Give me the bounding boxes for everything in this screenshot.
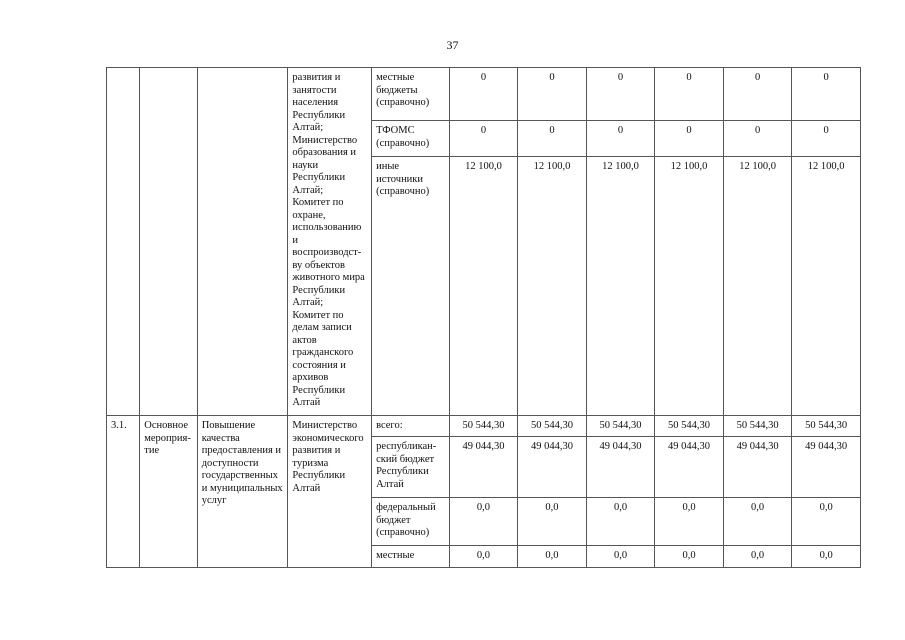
cell-text-line: Алтай; bbox=[292, 184, 324, 196]
value-cell: 0 bbox=[518, 68, 587, 121]
name-cell bbox=[197, 68, 288, 416]
type-cell bbox=[140, 416, 197, 568]
cell-text-line: ТФОМС bbox=[376, 125, 415, 136]
value-cell: 49 044,30 bbox=[723, 437, 792, 498]
cell-text-line: услуг bbox=[201, 495, 227, 506]
cell-text-line: охране, bbox=[292, 209, 326, 221]
value-cell: 0,0 bbox=[792, 498, 861, 546]
value-cell: 0,0 bbox=[586, 498, 655, 546]
index-cell: 3.1. bbox=[107, 416, 140, 568]
value-cell: 0 bbox=[655, 68, 724, 121]
value-cell: 50 544,30 bbox=[518, 416, 587, 437]
cell-text-line: Республики bbox=[376, 466, 429, 477]
executor-cell bbox=[288, 68, 372, 416]
cell-text-line: республикан- bbox=[376, 441, 437, 452]
cell-text-line: Повышение bbox=[201, 420, 256, 431]
cell-text-line: мероприя- bbox=[144, 432, 191, 444]
value-cell: 0,0 bbox=[518, 546, 587, 568]
cell-text-line: качества bbox=[201, 432, 240, 444]
source-cell bbox=[372, 546, 450, 568]
value-cell: 0 bbox=[449, 121, 518, 157]
value-cell: 12 100,0 bbox=[518, 157, 587, 416]
cell-text-line: (справочно) bbox=[376, 137, 430, 149]
source-cell bbox=[372, 157, 450, 416]
value-cell: 50 544,30 bbox=[586, 416, 655, 437]
cell-text-line: Алтай bbox=[292, 482, 321, 494]
value-cell: 49 044,30 bbox=[655, 437, 724, 498]
index-cell bbox=[107, 68, 140, 416]
value-cell: 0 bbox=[792, 121, 861, 157]
cell-text-line: делам записи bbox=[292, 322, 352, 333]
value-cell: 12 100,0 bbox=[586, 157, 655, 416]
executor-cell bbox=[288, 416, 372, 568]
source-cell bbox=[372, 437, 450, 498]
cell-text-line: экономического bbox=[292, 432, 364, 444]
cell-text-line: бюджет bbox=[376, 514, 411, 526]
budget-table bbox=[106, 67, 861, 568]
value-cell: 49 044,30 bbox=[449, 437, 518, 498]
value-cell: 12 100,0 bbox=[723, 157, 792, 416]
cell-text-line: образования и bbox=[292, 147, 357, 158]
value-cell: 0 bbox=[586, 121, 655, 157]
cell-text-line: (справочно) bbox=[376, 97, 430, 108]
value-cell: 0 bbox=[449, 68, 518, 121]
value-cell: 12 100,0 bbox=[449, 157, 518, 416]
value-cell: 0 bbox=[518, 121, 587, 157]
cell-text-line: Республики bbox=[292, 284, 346, 296]
type-cell bbox=[140, 68, 197, 416]
name-cell bbox=[197, 416, 288, 568]
cell-text-line: государственных bbox=[201, 470, 278, 481]
cell-text-line: федеральный bbox=[376, 502, 436, 513]
value-cell: 12 100,0 bbox=[655, 157, 724, 416]
cell-text-line: занятости bbox=[292, 84, 337, 96]
cell-text-line: ву объектов bbox=[292, 259, 345, 271]
value-cell: 0,0 bbox=[792, 546, 861, 568]
cell-text-line: животного мира bbox=[292, 272, 365, 283]
value-cell: 0 bbox=[655, 121, 724, 157]
value-cell: 50 544,30 bbox=[723, 416, 792, 437]
cell-text-line: Алтай bbox=[292, 397, 321, 408]
value-cell: 50 544,30 bbox=[449, 416, 518, 437]
cell-text-line: местные bbox=[376, 550, 415, 561]
value-cell: 0,0 bbox=[518, 498, 587, 546]
cell-text-line: гражданского bbox=[292, 347, 354, 358]
cell-text-line: развития и bbox=[292, 72, 341, 83]
value-cell: 49 044,30 bbox=[586, 437, 655, 498]
cell-text-line: ский бюджет bbox=[376, 453, 435, 465]
cell-text-line: и bbox=[292, 234, 299, 246]
cell-text-line: местные bbox=[376, 72, 415, 83]
value-cell: 0 bbox=[586, 68, 655, 121]
source-cell bbox=[372, 416, 450, 437]
cell-text-line: Алтай bbox=[376, 478, 404, 490]
value-cell: 0,0 bbox=[723, 546, 792, 568]
table-body bbox=[107, 68, 861, 568]
value-cell: 12 100,0 bbox=[792, 157, 861, 416]
value-cell: 49 044,30 bbox=[518, 437, 587, 498]
cell-text-line: (справочно) bbox=[376, 527, 430, 538]
table-row bbox=[107, 68, 861, 121]
cell-text-line: Республики bbox=[292, 109, 346, 121]
cell-text-line: Республики bbox=[292, 172, 346, 183]
cell-text-line: Комитет по bbox=[292, 197, 344, 208]
value-cell: 0,0 bbox=[449, 546, 518, 568]
cell-text-line: всего: bbox=[376, 420, 403, 431]
cell-text-line: воспроизводст- bbox=[292, 247, 362, 258]
value-cell: 0 bbox=[723, 68, 792, 121]
cell-text-line: развития и bbox=[292, 445, 341, 456]
value-cell: 0 bbox=[723, 121, 792, 157]
value-cell: 0,0 bbox=[449, 498, 518, 546]
cell-text-line: Алтай; bbox=[292, 122, 324, 133]
cell-text-line: архивов bbox=[292, 372, 329, 383]
source-cell bbox=[372, 68, 450, 121]
cell-text-line: тие bbox=[144, 445, 160, 456]
cell-text-line: предоставления и bbox=[201, 445, 282, 456]
cell-text-line: Комитет по bbox=[292, 309, 344, 321]
cell-text-line: (справочно) bbox=[376, 186, 430, 197]
value-cell: 0,0 bbox=[723, 498, 792, 546]
cell-text-line: и муниципальных bbox=[201, 482, 283, 494]
cell-text-line: населения bbox=[292, 97, 339, 108]
value-cell: 50 544,30 bbox=[655, 416, 724, 437]
cell-text-line: доступности bbox=[201, 457, 259, 469]
value-cell: 0 bbox=[792, 68, 861, 121]
cell-text-line: источники bbox=[376, 173, 424, 185]
value-cell: 0,0 bbox=[655, 498, 724, 546]
table-row bbox=[107, 416, 861, 437]
value-cell: 0,0 bbox=[586, 546, 655, 568]
cell-text-line: иные bbox=[376, 161, 400, 172]
cell-text-line: Республики bbox=[292, 470, 346, 481]
page-number: 37 bbox=[446, 38, 459, 52]
cell-text-line: использованию bbox=[292, 222, 362, 233]
cell-text-line: Алтай; bbox=[292, 297, 324, 308]
cell-text-line: туризма bbox=[292, 457, 329, 469]
value-cell: 49 044,30 bbox=[792, 437, 861, 498]
cell-text-line: Министерство bbox=[292, 420, 358, 431]
cell-text-line: науки bbox=[292, 159, 319, 171]
cell-text-line: состояния и bbox=[292, 359, 346, 371]
cell-text-line: Министерство bbox=[292, 134, 358, 146]
value-cell: 50 544,30 bbox=[792, 416, 861, 437]
source-cell bbox=[372, 121, 450, 157]
cell-text-line: Основное bbox=[144, 420, 188, 431]
value-cell: 0,0 bbox=[655, 546, 724, 568]
cell-text-line: Республики bbox=[292, 384, 346, 396]
cell-text-line: бюджеты bbox=[376, 84, 418, 96]
cell-text-line: актов bbox=[292, 334, 317, 346]
source-cell bbox=[372, 498, 450, 546]
